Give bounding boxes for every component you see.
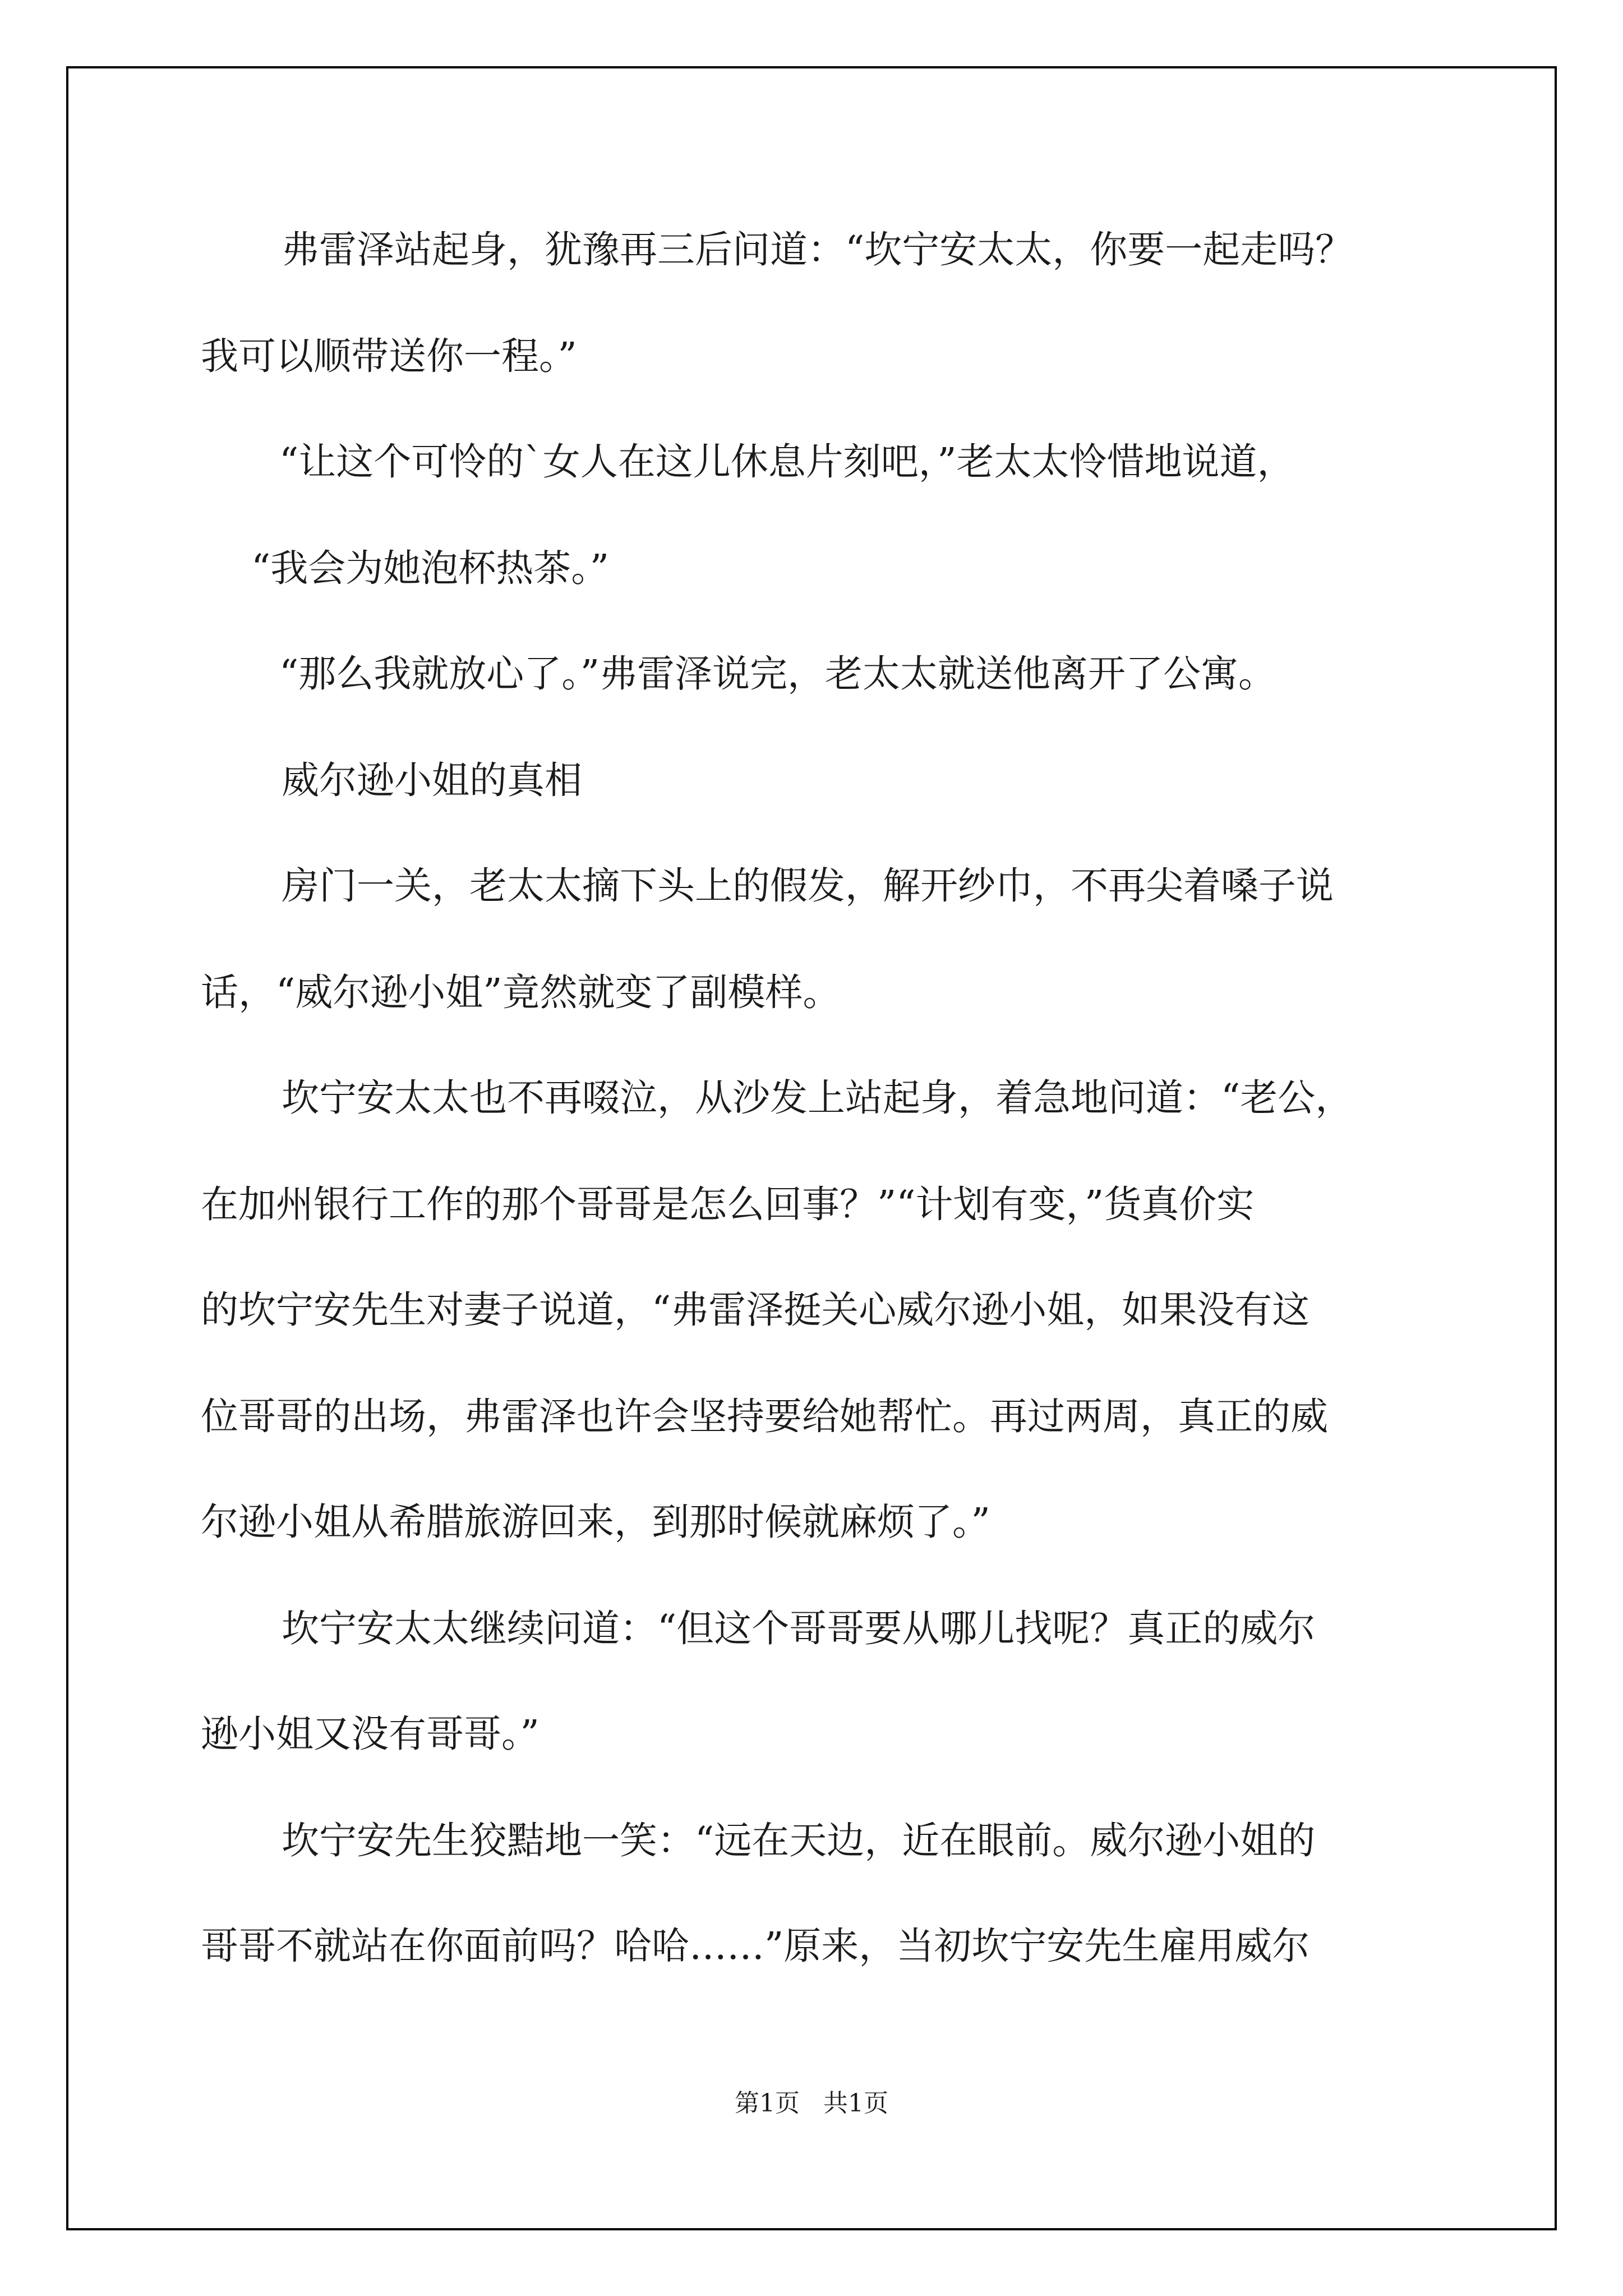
text-line: 哥哥不就站在你面前吗？哈哈……”原来，当初坎宁安先生雇用威尔 (201, 1924, 1310, 1968)
text-line: “那么我就放心了。”弗雷泽说完，老太太就送他离开了公寓。 (279, 652, 1276, 696)
text-line: 话，“威尔逊小姐”竟然就变了副模样。 (201, 970, 841, 1014)
page-border (66, 66, 1557, 2230)
text-line: 坎宁安太太继续问道：“但这个哥哥要从哪儿找呢？真正的威尔 (282, 1607, 1316, 1650)
text-line: 逊小姐又没有哥哥。” (201, 1712, 540, 1756)
text-line: 位哥哥的出场，弗雷泽也许会坚持要给她帮忙。再过两周，真正的威 (201, 1395, 1328, 1438)
text-line: 坎宁安先生狡黠地一笑：“远在天边，近在眼前。威尔逊小姐的 (282, 1819, 1316, 1862)
text-line: “我会为她泡杯热茶。” (251, 546, 610, 590)
section-heading: 威尔逊小姐的真相 (282, 758, 582, 802)
text-line: 坎宁安太太也不再啜泣，从沙发上站起身，着急地问道：“老公， (282, 1076, 1353, 1120)
text-line: 房门一关，老太太摘下头上的假发，解开纱巾，不再尖着嗓子说 (282, 864, 1334, 908)
text-line: 在加州银行工作的那个哥哥是怎么回事？”“计划有变，”货真价实 (201, 1182, 1255, 1226)
text-line: 弗雷泽站起身，犹豫再三后问道：“坎宁安太太，你要一起走吗？ (282, 228, 1353, 272)
text-line: 尔逊小姐从希腊旅游回来，到那时候就麻烦了。” (201, 1500, 990, 1544)
text-line: 的坎宁安先生对妻子说道，“弗雷泽挺关心威尔逊小姐，如果没有这 (201, 1288, 1310, 1332)
text-line: “让这个可怜的`女人在这儿休息片刻吧，”老太太怜惜地说道， (279, 440, 1295, 484)
page-footer: 第1页 共1页 (735, 2089, 888, 2118)
text-line: 我可以顺带送你一程。” (201, 334, 577, 378)
